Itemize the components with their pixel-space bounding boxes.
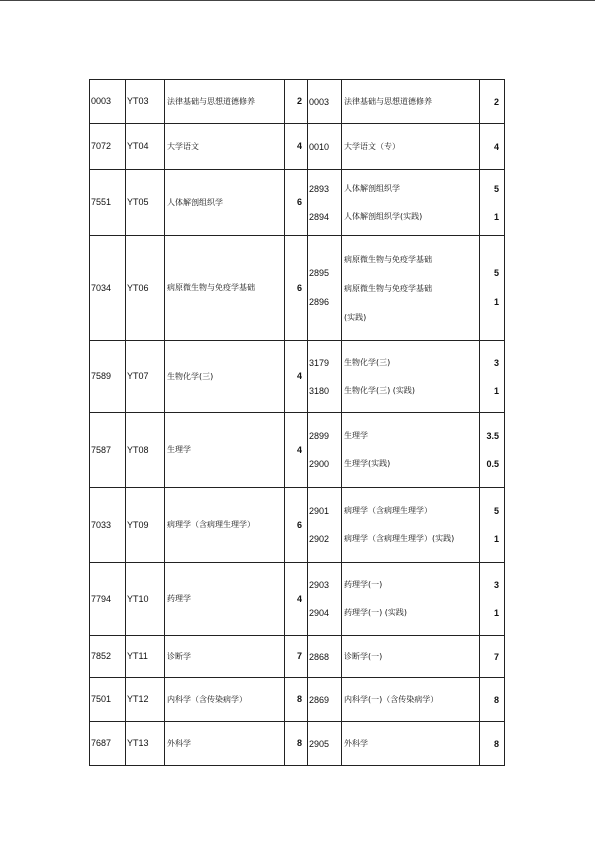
new-course-code-line: 2902 [309, 534, 330, 544]
yt-code: YT10 [126, 563, 165, 636]
new-course-name [342, 488, 480, 563]
new-course-code-line: 3180 [309, 385, 330, 396]
table-row [90, 341, 505, 413]
old-course-code: 7587 [90, 413, 126, 488]
old-course-name: 法律基础与思想道德修养 [165, 80, 285, 124]
old-course-code: 7034 [90, 236, 126, 341]
new-course-name [342, 170, 480, 236]
new-course-name-line: 法律基础与思想道德修养 [344, 96, 432, 106]
old-course-name: 药理学 [165, 563, 285, 636]
page-top-rule [0, 0, 595, 1]
old-course-name: 病理学（含病理生理学） [165, 488, 285, 563]
old-course-name: 大学语文 [165, 124, 285, 170]
new-credit-line: 1 [493, 297, 499, 307]
new-credit-line: 5 [493, 183, 499, 194]
new-credit [480, 678, 505, 722]
new-course-code-line: 3179 [309, 357, 330, 368]
new-credit [480, 413, 505, 488]
old-course-code: 7687 [90, 722, 126, 766]
old-course-code: 7072 [90, 124, 126, 170]
new-credit-line: 3.5 [486, 431, 499, 441]
new-course-name-line: 生物化学(三) [344, 357, 391, 367]
table-row [90, 488, 505, 563]
course-mapping-table [89, 79, 505, 766]
table-row [90, 80, 505, 124]
new-course-code-line: 2901 [309, 506, 330, 516]
yt-code: YT04 [126, 124, 165, 170]
old-credit: 8 [285, 722, 308, 766]
yt-code: YT08 [126, 413, 165, 488]
yt-code: YT13 [126, 722, 165, 766]
new-course-code-line: 2894 [309, 211, 330, 222]
old-course-code: 7551 [90, 170, 126, 236]
old-credit: 2 [285, 80, 308, 124]
new-course-name [342, 678, 480, 722]
new-credit-line: 2 [493, 96, 499, 107]
new-course-name [342, 236, 480, 341]
new-course-name-line: 人体解剖组织学(实践) [344, 211, 423, 221]
new-credit [480, 563, 505, 636]
old-credit: 4 [285, 124, 308, 170]
new-credit-line: 1 [493, 211, 499, 222]
yt-code: YT06 [126, 236, 165, 341]
new-course-name-line: 生理学(实践) [344, 459, 391, 468]
new-credit-line: 5 [493, 506, 499, 516]
old-course-code: 7852 [90, 636, 126, 678]
new-course-name [342, 563, 480, 636]
new-course-code-line: 2899 [309, 431, 330, 441]
old-credit: 6 [285, 236, 308, 341]
old-credit: 6 [285, 170, 308, 236]
table-row [90, 563, 505, 636]
new-credit-line: 3 [493, 357, 499, 368]
new-credit-line: 1 [493, 534, 499, 544]
new-credit-line: 8 [493, 694, 499, 705]
new-course-code [308, 413, 342, 488]
old-course-name: 诊断学 [165, 636, 285, 678]
new-course-name-line: 病原微生物与免疫学基础 [344, 283, 432, 293]
new-credit-line: 1 [493, 608, 499, 618]
new-course-code [308, 341, 342, 413]
new-course-name-line: (实践) [344, 312, 367, 322]
old-credit: 4 [285, 413, 308, 488]
old-course-name: 生理学 [165, 413, 285, 488]
table-row [90, 678, 505, 722]
old-course-name: 外科学 [165, 722, 285, 766]
old-credit: 8 [285, 678, 308, 722]
old-credit: 4 [285, 341, 308, 413]
old-course-code: 0003 [90, 80, 126, 124]
new-course-code-line: 0010 [309, 141, 330, 152]
old-course-code: 7589 [90, 341, 126, 413]
new-course-code [308, 563, 342, 636]
yt-code: YT12 [126, 678, 165, 722]
new-credit [480, 636, 505, 678]
new-course-code-line: 2893 [309, 183, 330, 194]
new-course-code [308, 80, 342, 124]
new-course-code [308, 236, 342, 341]
new-course-name [342, 722, 480, 766]
yt-code: YT11 [126, 636, 165, 678]
new-course-code [308, 636, 342, 678]
new-course-name-line: 病理学（含病理生理学） [344, 506, 432, 515]
new-course-code [308, 124, 342, 170]
new-credit-line: 1 [493, 385, 499, 396]
new-credit [480, 488, 505, 563]
old-course-code: 7033 [90, 488, 126, 563]
new-course-code [308, 722, 342, 766]
old-course-name: 病原微生物与免疫学基础 [165, 236, 285, 341]
new-course-code-line: 2896 [309, 297, 330, 307]
new-course-code-line: 2868 [309, 651, 330, 662]
new-course-name [342, 124, 480, 170]
old-course-name: 内科学（含传染病学） [165, 678, 285, 722]
yt-code: YT07 [126, 341, 165, 413]
new-course-name-line: 病理学（含病理生理学）(实践) [344, 534, 455, 543]
new-credit [480, 80, 505, 124]
new-course-code-line: 2904 [309, 608, 330, 618]
new-course-name [342, 80, 480, 124]
new-credit [480, 341, 505, 413]
new-course-code-line: 2903 [309, 580, 330, 590]
table-row [90, 722, 505, 766]
new-course-name-line: 诊断学(一) [344, 651, 383, 661]
new-course-name-line: 内科学(一)（含传染病学） [344, 694, 439, 704]
new-course-name-line: 外科学 [344, 738, 368, 748]
new-course-code-line: 2869 [309, 694, 330, 705]
old-course-name: 人体解剖组织学 [165, 170, 285, 236]
new-course-name-line: 药理学(一) (实践) [344, 608, 408, 617]
old-course-code: 7794 [90, 563, 126, 636]
new-course-name-line: 大学语文（专） [344, 141, 400, 151]
new-credit-line: 5 [493, 268, 499, 278]
new-credit-line: 3 [493, 580, 499, 590]
new-course-code-line: 2900 [309, 459, 330, 469]
new-credit-line: 0.5 [486, 459, 499, 469]
new-course-name [342, 413, 480, 488]
new-course-name [342, 341, 480, 413]
old-credit: 7 [285, 636, 308, 678]
new-credit [480, 170, 505, 236]
new-course-name-line: 病原微生物与免疫学基础 [344, 254, 432, 264]
old-credit: 4 [285, 563, 308, 636]
table-row [90, 124, 505, 170]
new-course-code [308, 678, 342, 722]
new-course-code-line: 2905 [309, 738, 330, 749]
new-course-name-line: 生物化学(三) (实践) [344, 385, 416, 395]
new-course-name [342, 636, 480, 678]
table-row [90, 636, 505, 678]
new-course-name-line: 人体解剖组织学 [344, 183, 400, 193]
new-course-code-line: 2895 [309, 268, 330, 278]
table-row [90, 236, 505, 341]
new-credit [480, 236, 505, 341]
old-credit: 6 [285, 488, 308, 563]
new-course-code [308, 488, 342, 563]
new-credit [480, 722, 505, 766]
yt-code: YT03 [126, 80, 165, 124]
new-course-name-line: 生理学 [344, 431, 368, 440]
table-row [90, 170, 505, 236]
old-course-name: 生物化学(三) [165, 341, 285, 413]
new-credit-line: 8 [493, 738, 499, 749]
table-row [90, 413, 505, 488]
new-credit [480, 124, 505, 170]
new-course-name-line: 药理学(一) [344, 580, 383, 589]
old-course-code: 7501 [90, 678, 126, 722]
yt-code: YT05 [126, 170, 165, 236]
new-course-code [308, 170, 342, 236]
new-credit-line: 7 [493, 651, 499, 662]
new-course-code-line: 0003 [309, 96, 330, 107]
new-credit-line: 4 [493, 141, 499, 152]
yt-code: YT09 [126, 488, 165, 563]
